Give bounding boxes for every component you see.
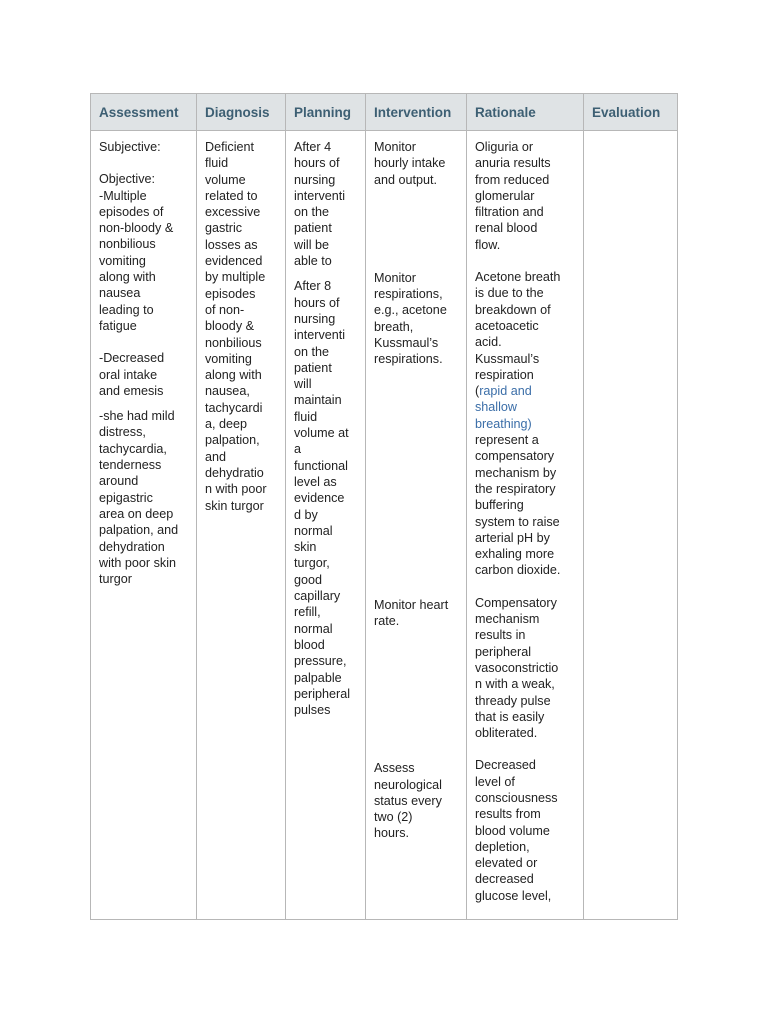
header-evaluation: Evaluation [584,94,678,131]
header-rationale: Rationale [467,94,584,131]
rationale-text: Acetone breath is due to the breakdown of acetoacetic acid. Kussmaul’s respiration ( [475,270,561,399]
assessment-cell [91,131,197,920]
planning-goal-2: After 8 hours of nursing interventi on the patient will maintain fluid volume at a functional level as evidence d by normal skin turgor, good capillary refill, normal blood pressure, palpable peripheral pulses [294,279,351,718]
diagnosis-cell [197,131,286,920]
intervention-item: Monitor respirations, e.g., acetone breath, Kussmaul’s respirations. [374,270,447,367]
rationale-item: Decreased level of consciousness results from blood volume depletion, elevated or decreased glucose level, [475,758,558,903]
assessment-intake: -Decreased oral intake and emesis [99,351,165,398]
nursing-care-plan-table [90,93,678,920]
header-planning: Planning [286,94,366,131]
header-diagnosis: Diagnosis [197,94,286,131]
header-assessment: Assessment [91,94,197,131]
intervention-cell [366,131,467,920]
rationale-item: Oliguria or anuria results from reduced glomerular filtration and renal blood flow. [475,140,551,252]
assessment-distress: -she had mild distress, tachycardia, tenderness around epigastric area on deep palpation, and dehydration with poor skin turgor [99,409,179,587]
intervention-item: Monitor heart rate. [374,597,449,628]
rationale-text: represent a compensatory mechanism by the respiratory buffering system to raise arterial pH by exhaling more carbon dioxide. [475,433,561,578]
rationale-link-text: rapid and shallow breathing) [475,384,532,431]
planning-goal-1: After 4 hours of nursing interventi on the patient will be able to [294,140,346,269]
header-row [91,94,678,131]
planning-cell [286,131,366,920]
assessment-objective: Objective: -Multiple episodes of non-bloody & nonbilious vomiting along with nausea leading to fatigue [99,172,174,333]
rationale-item [475,269,575,579]
intervention-item: Monitor hourly intake and output. [374,140,446,187]
evaluation-cell [584,131,678,920]
intervention-item: Assess neurological status every two (2) hours. [374,761,442,841]
header-intervention: Intervention [366,94,467,131]
table-row [91,131,678,920]
assessment-subjective: Subjective: [99,140,161,154]
diagnosis-text: Deficient fluid volume related to excessive gastric losses as evidenced by multiple episodes of non- bloody & nonbilious vomiting along with nausea, tachycardi a, deep palpation, and dehydratio n with poor skin turgor [205,140,267,513]
rationale-cell [467,131,584,920]
rationale-item: Compensatory mechanism results in peripheral vasoconstrictio n with a weak, thready pulse that is easily obliterated. [475,595,559,741]
